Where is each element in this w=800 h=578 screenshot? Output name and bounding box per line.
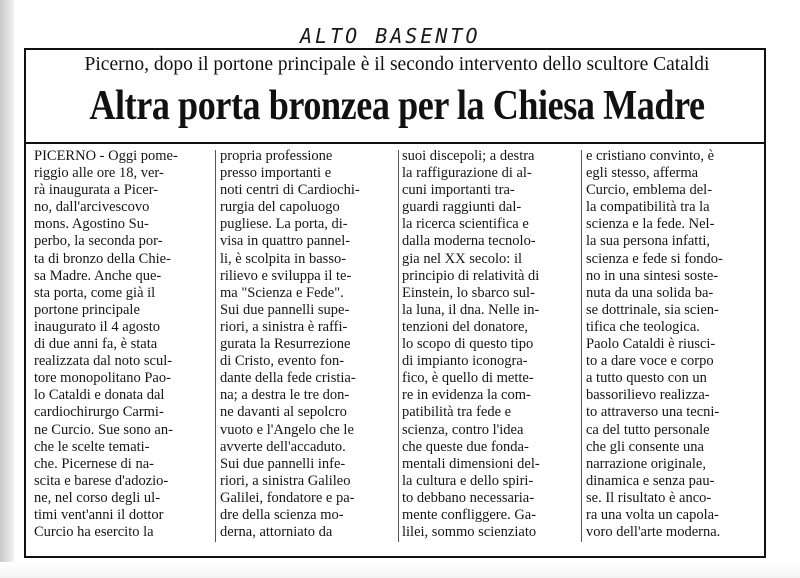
article-line: Sui due pannelli infe-	[220, 455, 346, 472]
article-line: fico, è quello di mette-	[402, 370, 534, 387]
article-line: di impianto iconogra-	[402, 353, 528, 370]
article-line: guardi raggiunti dal-	[402, 199, 522, 216]
article-line: to attraverso una tecni-	[586, 404, 720, 421]
article-line: narrazione originale,	[586, 455, 706, 472]
scan-bottom-edge	[0, 562, 800, 578]
article-line: patibilità tra fede e	[402, 404, 512, 421]
headline-divider	[26, 142, 764, 144]
article-line: rilievo e sviluppa il te-	[220, 267, 352, 284]
article-line: la luna, il dna. Nelle in-	[402, 301, 540, 318]
article-line: PICERNO - Oggi pome-	[34, 148, 178, 164]
article-kicker: Picerno, dopo il portone principale è il secondo intervento dello scultore Cataldi	[84, 54, 710, 75]
article-line: Curcio ha esercito la	[34, 524, 154, 541]
article-line: timi vent'anni il dottor	[34, 506, 164, 523]
article-line: ta di bronzo della Chie-	[34, 250, 171, 267]
article-line: derna, attorniato da	[220, 524, 333, 541]
article-line: di Cristo, evento fon-	[220, 353, 345, 370]
article-line: principio di relatività di	[402, 267, 540, 284]
article-line: to debbano necessaria-	[402, 489, 535, 506]
article-line: visa in quattro pannel-	[220, 233, 351, 250]
article-line: avverte dell'accaduto.	[220, 438, 346, 455]
article-line: di due anni fa, è stata	[34, 336, 158, 353]
article-line: Galilei, fondatore e pa-	[220, 489, 355, 506]
article-column-2	[220, 148, 396, 541]
scan-edge	[0, 0, 14, 578]
article-line: la raffigurazione di al-	[402, 165, 532, 182]
article-line: na; a destra le tre don-	[220, 387, 350, 404]
article-line: sta porta, come già il	[34, 284, 156, 301]
newspaper-clipping	[24, 48, 766, 558]
article-line: Sui due pannelli supe-	[220, 301, 350, 318]
article-line: vuoto e l'Angelo che le	[220, 421, 354, 438]
article-line: la cultura e dello spiri-	[402, 472, 534, 489]
article-column-3	[402, 148, 578, 541]
article-line: lo Cataldi e donata dal	[34, 387, 165, 404]
article-line: che queste due fonda-	[402, 438, 529, 455]
article-line: ma "Scienza e Fede".	[220, 284, 344, 301]
article-line: ne Curcio. Sue sono an-	[34, 421, 173, 438]
article-line: nuta da una solida ba-	[586, 284, 714, 301]
article-line: se dottrinale, sia scien-	[586, 301, 719, 318]
article-line: perbo, la seconda por-	[34, 233, 163, 250]
article-line: scienza, contro l'idea	[402, 421, 524, 438]
article-line: realizzata dal noto scul-	[34, 353, 173, 370]
article-line: ne, nel corso degli ul-	[34, 489, 161, 506]
column-divider	[215, 150, 216, 542]
article-line: e cristiano convinto, è	[586, 148, 715, 164]
article-line: Paolo Cataldi è riusci-	[586, 336, 716, 353]
article-line: dalla moderna tecnolo-	[402, 233, 536, 250]
article-line: no in una sintesi soste-	[586, 267, 719, 284]
article-line: gurata la Resurrezione	[220, 336, 351, 353]
article-line: cardiochirurgo Carmi-	[34, 404, 164, 421]
article-line: noti centri di Cardiochi-	[220, 182, 360, 199]
article-line: to a dare voce e corpo	[586, 353, 714, 370]
article-line: lo scopo di questo tipo	[402, 336, 534, 353]
article-line: ra una volta un capola-	[586, 506, 719, 523]
article-line: tore monopolitano Pao-	[34, 370, 171, 387]
article-line: che le scelte temati-	[34, 438, 150, 455]
article-line: rurgia del capoluogo	[220, 199, 340, 216]
article-line: portone principale	[34, 301, 140, 318]
article-line: Einstein, lo sbarco sul-	[402, 284, 535, 301]
article-line: lilei, sommo scienziato	[402, 524, 537, 541]
article-line: suoi discepoli; a destra	[402, 148, 535, 164]
article-body	[32, 148, 762, 548]
article-line: Curcio, emblema del-	[586, 182, 713, 199]
article-line: mente confliggere. Ga-	[402, 506, 537, 523]
article-line: no, dall'arcivescovo	[34, 199, 150, 216]
article-line: presso importanti e	[220, 165, 332, 182]
article-line: rà inaugurata a Picer-	[34, 182, 159, 199]
article-line: ne davanti al sepolcro	[220, 404, 347, 421]
article-line: mentali dimensioni del-	[402, 455, 540, 472]
article-line: a tutto questo con un	[586, 370, 707, 387]
article-line: che gli consente una	[586, 438, 704, 455]
article-line: dinamica e senza pau-	[586, 472, 715, 489]
article-line: riggio alle ore 18, ver-	[34, 165, 164, 182]
article-line: tifica che teologica.	[586, 318, 700, 335]
article-line: riori, a sinistra Galileo	[220, 472, 351, 489]
article-line: mons. Agostino Su-	[34, 216, 149, 233]
article-line: se. Il risultato è anco-	[586, 489, 712, 506]
article-line: la ricerca scientifica e	[402, 216, 529, 233]
column-divider	[581, 150, 582, 542]
article-line: egli stesso, afferma	[586, 165, 699, 182]
article-line: sa Madre. Anche que-	[34, 267, 162, 284]
article-line: pugliese. La porta, di-	[220, 216, 348, 233]
article-line: la sua persona infatti,	[586, 233, 711, 250]
article-line: re in evidenza la com-	[402, 387, 531, 404]
article-line: dre della scienza mo-	[220, 506, 344, 523]
article-column-1	[34, 148, 210, 541]
article-line: che. Picernese di na-	[34, 455, 154, 472]
article-line: inaugurato il 4 agosto	[34, 318, 161, 335]
article-line: bassorilievo realizza-	[586, 387, 710, 404]
article-line: tenzioni del donatore,	[402, 318, 529, 335]
article-line: propria professione	[220, 148, 333, 164]
article-line: la compatibilità tra la	[586, 199, 710, 216]
column-divider	[398, 150, 399, 542]
article-line: voro dell'arte moderna.	[586, 524, 721, 541]
article-headline: Altra porta bronzea per la Chiesa Madre	[89, 83, 705, 129]
article-line: scienza e fede si fondo-	[586, 250, 723, 267]
article-line: dante della fede cristia-	[220, 370, 356, 387]
article-line: riori, a sinistra è raffi-	[220, 318, 348, 335]
handwritten-source-note: ALTO BASENTO	[300, 24, 481, 48]
article-line: li, è scolpita in basso-	[220, 250, 347, 267]
article-line: cuni importanti tra-	[402, 182, 515, 199]
article-line: scita e barese d'adozio-	[34, 472, 169, 489]
article-line: gia nel XX secolo: il	[402, 250, 523, 267]
article-line: scienza e la fede. Nel-	[586, 216, 715, 233]
article-column-4	[586, 148, 762, 541]
article-line: ca del tutto personale	[586, 421, 710, 438]
